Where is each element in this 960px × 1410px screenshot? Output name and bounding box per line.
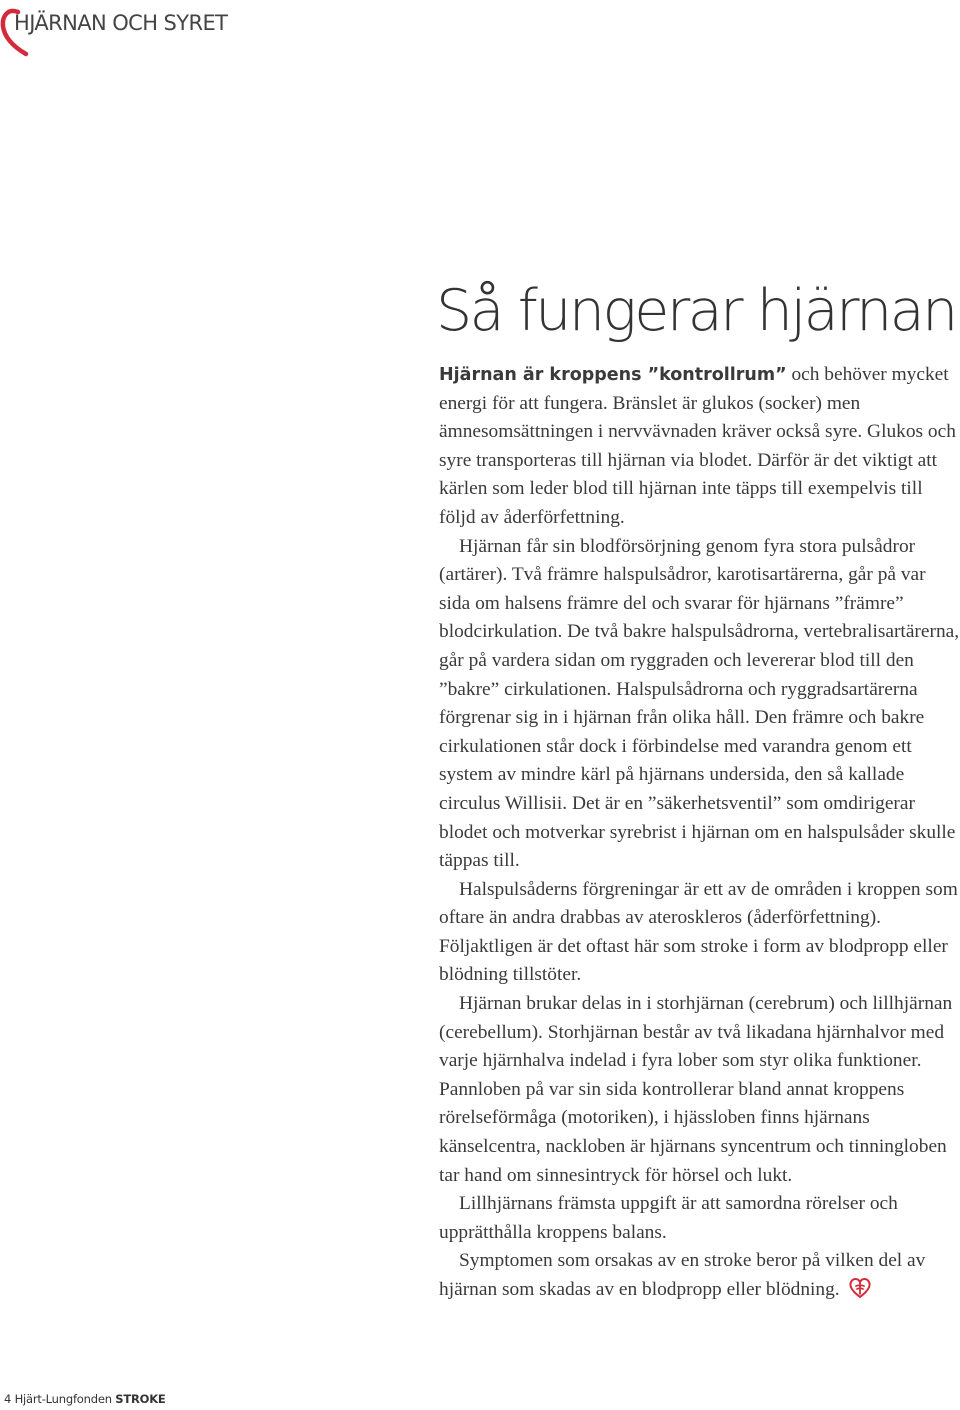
paragraph-1 [439,361,960,533]
section-label: HJÄRNAN OCH SYRET [14,11,228,35]
paragraph-6-text: Symptomen som orsakas av en stroke beror på vilken del av hjärnan som skadas av en blodpropp eller blödning. [439,1250,926,1300]
page-number: 4 [4,1392,12,1406]
paragraph-6 [439,1247,960,1304]
page-title: Så fungerar hjärnan [436,278,956,344]
lede-text: Hjärnan är kroppens ”kontrollrum” [439,365,787,385]
article-body [439,361,960,1305]
paragraph-3: Halspulsåderns förgreningar är ett av de områden i kroppen som oftare än andra drabbas av ateroskleros (åderförfettning). Följaktligen är det oftast här som stroke i form av blodpropp eller blödning tillstöter. [439,878,958,986]
heart-lung-logo-icon [848,1276,872,1300]
publication-name: STROKE [115,1392,166,1406]
paragraph-1-text: och behöver mycket energi för att fungera. Bränslet är glukos (socker) men ämnesomsättningen i nervvävnaden kräver också syre. Glukos och syre transporteras till hjärnan via blodet. Därför är det viktigt att kärlen som leder blod till hjärnan inte täpps till exempelvis till följd av åderförfettning. [439,364,956,528]
paragraph-5: Lillhjärnans främsta uppgift är att samordna rörelser och upprätthålla kroppens balans. [439,1193,898,1243]
paragraph-2: Hjärnan får sin blodförsörjning genom fyra stora pulsådror (artärer). Två främre halspulsådror, karotisartärerna, går på var sida om halsens främre del och svarar för hjärnans ”främre” blodcirkulation. De två bakre halspulsådrorna, vertebralisartärerna, går på vardera sidan om ryggraden och levererar blod till den ”bakre” cirkulationen. Halspulsådrorna och ryggradsartärerna förgrenar sig in i hjärnan från olika håll. Den främre och bakre cirkulationen står dock i förbindelse med varandra genom ett system av mindre kärl på hjärnans undersida, den så kallade circulus Willisii. Det är en ”säkerhetsventil” som omdirigerar blodet och motverkar syrebrist i hjärnan om en halspulsåder skulle täppas till. [439,535,960,872]
publisher-name: Hjärt-Lungfonden [14,1392,112,1406]
page-footer [4,1392,166,1406]
paragraph-4: Hjärnan brukar delas in i storhjärnan (cerebrum) och lillhjärnan (cerebellum). Storhjärnan består av två likadana hjärnhalvor med varje hjärnhalva indelad i fyra lober som styr olika funktioner. Pannloben på var sin sida kontrollerar bland annat kroppens rörelseförmåga (motoriken), i hjässloben finns hjärnans känselcentra, nackloben är hjärnans syncentrum och tinningloben tar hand om sinnesintryck för hörsel och lukt. [439,993,953,1186]
